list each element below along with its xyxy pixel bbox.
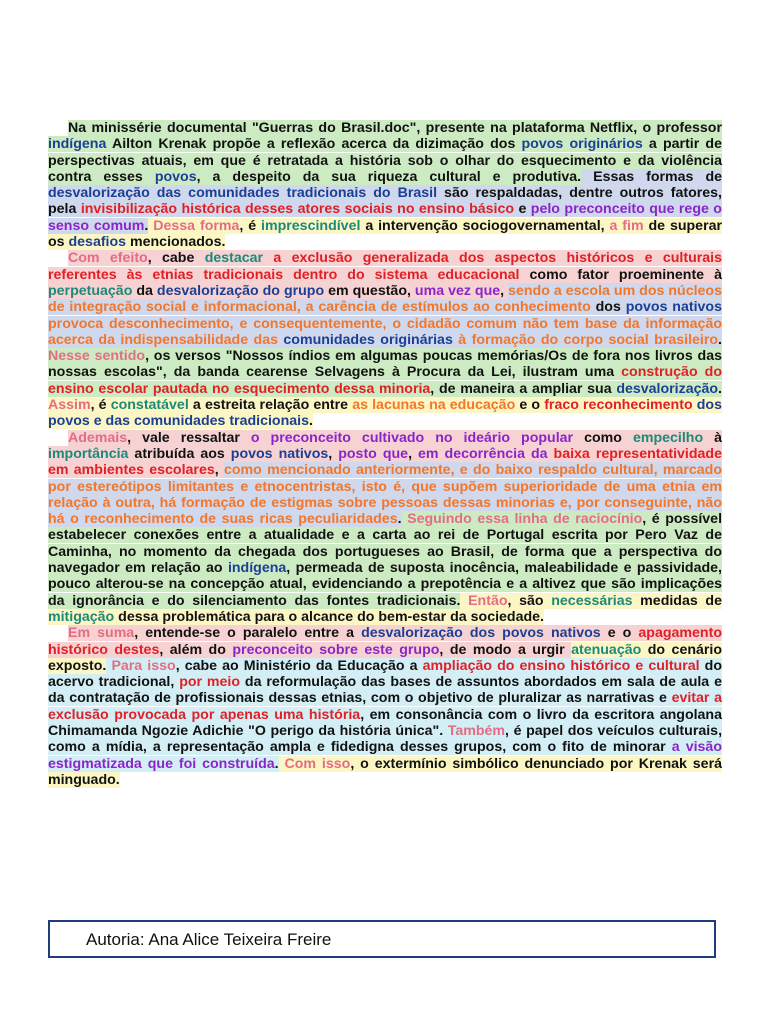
text-run: , vale ressaltar xyxy=(127,429,251,446)
text-run: Também xyxy=(447,722,506,739)
text-run: importância xyxy=(48,445,129,462)
text-run: , entende-se o paralelo entre a xyxy=(134,625,362,642)
text-run: , é xyxy=(239,217,262,234)
text-run: como mencionado anteriormente, e do baixo respaldo cultural, marcado por estereótipos limitantes e etnocentristas, isto é, que supõem superioridade de uma etnia em relação à outra, há formação de estigmas sobre pessoas dessas minorias e, por conseguinte, não há o reconhecimento de suas ricas peculiaridades xyxy=(48,462,722,528)
text-run: uma vez que xyxy=(414,282,501,299)
text-run: , a despeito da sua riqueza cultural e produtiva. xyxy=(196,168,582,185)
text-run: , cabe xyxy=(147,250,205,267)
text-run: pelo preconceito que rege o senso comum xyxy=(48,201,722,234)
text-run: em decorrência da xyxy=(418,445,548,462)
text-run: . xyxy=(274,755,279,772)
highlight-yellow xyxy=(48,218,722,250)
text-run: povos nativos xyxy=(625,299,722,316)
text-run: provoca desconhecimento, e consequentemente, o cidadão comum não tem base da informação acerca da indispensabilidade das xyxy=(48,315,722,348)
text-run: , é papel dos veículos culturais, como a mídia, a representação ampla e fidedigna desses grupos, com o fito de minorar xyxy=(48,722,723,756)
text-run: em questão, xyxy=(324,282,415,299)
author-credit: Autoria: Ana Alice Teixeira Freire xyxy=(86,930,332,949)
text-run: desvalorização do grupo xyxy=(156,282,325,299)
text-run: necessárias xyxy=(551,592,633,609)
text-run: a intervenção sociogovernamental, xyxy=(360,217,610,234)
essay-paragraph xyxy=(48,625,722,788)
text-run: povos nativos xyxy=(230,445,329,462)
text-run: construção do ensino escolar pautada no esquecimento dessa minoria xyxy=(48,364,722,397)
text-run: mencionados. xyxy=(126,234,226,251)
text-run: . xyxy=(718,331,722,348)
text-run: a estreita relação entre xyxy=(188,397,353,414)
text-run: de superar os xyxy=(48,217,722,251)
text-run: Com isso xyxy=(284,755,351,772)
text-run: por meio xyxy=(179,674,241,691)
text-run: baixa representatividade em ambientes escolares xyxy=(48,445,722,479)
text-run: Em suma xyxy=(68,625,135,642)
text-run: atribuída aos xyxy=(128,445,231,462)
text-run: as lacunas na educação xyxy=(352,397,516,414)
text-run: , xyxy=(214,462,224,479)
text-run: empecilho xyxy=(632,429,704,446)
text-run: , os versos "Nossos índios em algumas poucas memórias/Os de fora nos livros das nossas escolas", da banda cearense Selvagens à Procura da Lei, ilustram uma xyxy=(48,348,722,381)
text-run: dessa problemática para o alcance do bem-estar da sociedade. xyxy=(114,608,544,625)
text-run: , o extermínio simbólico denunciado por Krenak será minguado. xyxy=(48,755,722,788)
text-run: preconceito sobre este grupo xyxy=(232,641,440,658)
text-run: desafios xyxy=(68,234,127,251)
text-run: indígena xyxy=(227,560,287,577)
text-run: a fim xyxy=(609,217,644,234)
text-run: desvalorização das comunidades tradicionais do Brasil xyxy=(48,185,438,202)
text-run: povos xyxy=(154,168,197,185)
text-run: ampliação do ensino histórico e cultural xyxy=(422,657,700,674)
text-run: povos originários xyxy=(521,136,643,153)
text-run xyxy=(460,593,468,609)
text-run: , além do xyxy=(159,641,233,658)
text-run: perpetuação xyxy=(48,282,133,299)
text-run: atenuação xyxy=(571,641,642,658)
author-box xyxy=(48,920,716,958)
text-run: Ademais xyxy=(68,429,128,446)
text-run: Seguindo essa linha de raciocínio xyxy=(407,511,643,528)
text-run: . xyxy=(308,413,313,430)
text-run: Ailton Krenak propõe a reflexão acerca da dizimação dos xyxy=(106,136,522,153)
text-run: indígena xyxy=(48,136,107,153)
text-run: Para isso xyxy=(111,657,176,674)
text-run: à formação do corpo social brasileiro xyxy=(452,331,719,348)
text-run: posto que xyxy=(338,445,409,462)
text-run: e o xyxy=(600,625,639,642)
text-run: Essas formas de xyxy=(581,168,723,185)
text-run: são respaldadas, dentre outros fatores, pela xyxy=(48,185,722,218)
highlight-yellow xyxy=(48,397,722,429)
text-run: invisibilização histórica desses atores sociais no ensino básico xyxy=(80,201,515,218)
text-run: , permeada de suposta inocência, maleabilidade e passividade, pouco alterou-se na concepção atual, evidenciando a prepotência e a altivez que são implicações da ignorância e do silenciamento das fontes tradicionais. xyxy=(48,560,722,609)
text-run: fraco reconhecimento xyxy=(544,397,693,414)
text-run: imprescindível xyxy=(261,217,361,234)
essay-paragraph xyxy=(48,120,722,250)
text-run: Então xyxy=(468,592,508,609)
text-run: , é xyxy=(90,397,111,414)
text-run: Na minissérie documental "Guerras do Brasil.doc", presente na plataforma Netflix, o professor xyxy=(68,120,722,136)
text-run: constatável xyxy=(110,397,189,414)
text-run: o preconceito cultivado no ideário popular xyxy=(250,429,574,446)
text-run: e o xyxy=(515,397,545,414)
text-run: desvalorização dos povos nativos xyxy=(361,625,601,642)
text-run: dos povos e das comunidades tradicionais xyxy=(48,397,722,430)
text-run: , xyxy=(500,282,509,299)
text-run: como xyxy=(573,429,633,446)
text-run: comunidades originárias xyxy=(283,331,453,348)
text-run: , é possível estabelecer conexões entre a atualidade e a carta ao rei de Portugal escrita por Pero Vaz de Caminha, no momento da chegada dos portugueses ao Brasil, de forma que a perspectiva do navegador em relação ao xyxy=(48,511,723,577)
text-run: . xyxy=(397,511,402,528)
text-run: dos xyxy=(590,299,626,316)
text-run: . xyxy=(144,217,149,234)
text-run: sendo a escola um dos núcleos de integração social e informacional, a carência de estímulos ao conhecimento xyxy=(48,282,722,316)
text-run: a partir de perspectivas atuais, em que é retratada a história sob o olhar do esquecimento e da violência contra esses xyxy=(48,136,722,185)
text-run: à xyxy=(703,429,722,446)
text-run: do cenário exposto. xyxy=(48,641,723,674)
text-run: , xyxy=(328,445,339,462)
highlight-cyan xyxy=(48,658,722,772)
text-run: , de maneira a ampliar sua xyxy=(430,380,617,397)
text-run: medidas de xyxy=(632,592,722,609)
text-run: apagamento histórico destes xyxy=(48,625,722,658)
essay-paragraph xyxy=(48,430,722,626)
text-run: e xyxy=(514,201,531,218)
text-run: , de modo a urgir xyxy=(439,641,572,658)
text-run: evitar a exclusão provocada por apenas uma história xyxy=(48,690,722,723)
text-run: . xyxy=(718,380,722,397)
text-run: mitigação xyxy=(48,608,115,625)
text-run: Com efeito xyxy=(68,250,148,267)
text-run: , cabe ao Ministério da Educação a xyxy=(175,657,423,674)
text-run: Dessa forma xyxy=(153,217,240,234)
text-run: como fator proeminente à xyxy=(519,266,722,283)
essay-paragraph xyxy=(48,250,722,429)
text-run: a exclusão generalizada dos aspectos históricos e culturais referentes às etnias tradicionais dentro do sistema educacional xyxy=(48,250,722,283)
highlight-green xyxy=(48,348,722,397)
text-run: , xyxy=(408,445,419,462)
text-run: destacar xyxy=(204,250,264,267)
text-run: do acervo tradicional, xyxy=(48,657,722,691)
text-run: , em consonância com o livro da escritora angolana Chimamanda Ngozie Adichie "O perigo da história única". xyxy=(48,706,722,739)
text-run: Assim xyxy=(48,397,91,414)
text-run: , são xyxy=(507,592,552,609)
text-run: da xyxy=(132,282,157,299)
text-run: Nesse sentido xyxy=(48,348,146,365)
essay-body xyxy=(48,120,722,788)
text-run: desvalorização xyxy=(616,380,719,397)
text-run: da reformulação das bases de assuntos abordados em sala de aula e da contratação de profissionais dessas etnias, com o objetivo de pluralizar as narrativas e xyxy=(48,674,722,707)
text-run: a visão estigmatizada que foi construída xyxy=(48,739,722,772)
